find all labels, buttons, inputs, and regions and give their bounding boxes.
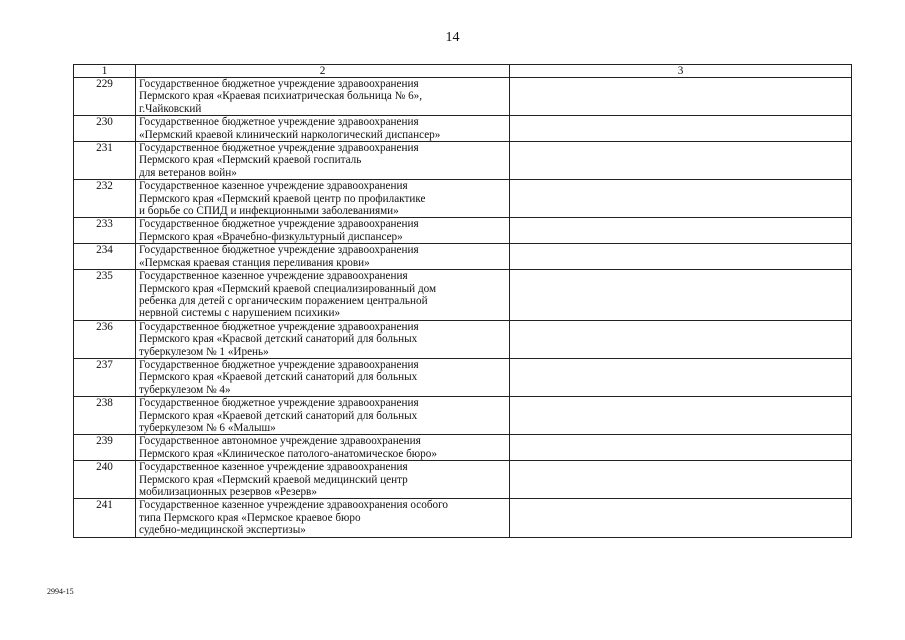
institution-name-line: для ветеранов войн» <box>139 166 237 179</box>
institution-name-line: Государственное автономное учреждение здравоохранения <box>139 435 421 448</box>
institution-name-line: «Пермская краевая станция переливания крови» <box>139 256 370 269</box>
institution-name-line: Государственное бюджетное учреждение здравоохранения <box>139 397 419 410</box>
institution-name-line: Пермского края «Пермский краевой центр по профилактике <box>139 192 426 205</box>
institution-name <box>136 218 510 244</box>
table-row <box>74 461 852 499</box>
institution-name <box>136 270 510 321</box>
table-row <box>74 435 852 461</box>
column-header-2: 2 <box>136 65 510 78</box>
table-row <box>74 358 852 396</box>
table-row <box>74 244 852 270</box>
page-number: 14 <box>445 30 460 45</box>
row-number: 235 <box>74 270 136 321</box>
institution-name-line: Пермского края «Красвой детский санаторий для больных <box>139 333 418 346</box>
column-3-cell <box>510 461 852 499</box>
row-number: 241 <box>74 499 136 537</box>
column-header-1: 1 <box>74 65 136 78</box>
institution-name-line: Государственное бюджетное учреждение здравоохранения <box>139 218 419 231</box>
column-3-cell <box>510 499 852 537</box>
institution-name <box>136 142 510 180</box>
table-row <box>74 78 852 116</box>
table-row <box>74 397 852 435</box>
institution-name-line: и борьбе со СПИД и инфекционными заболеваниями» <box>139 205 399 218</box>
institution-name-line: Пермского края «Врачебно-физкультурный диспансер» <box>139 230 403 243</box>
institution-name-line: туберкулезом № 1 «Ирень» <box>139 345 269 358</box>
row-number: 233 <box>74 218 136 244</box>
column-header-3: 3 <box>510 65 852 78</box>
institution-name-line: Государственное бюджетное учреждение здравоохранения <box>139 78 419 90</box>
institution-name-line: Пермского края «Клиническое патолого-анатомическое бюро» <box>139 447 437 460</box>
document-code: 2994-15 <box>47 587 74 596</box>
row-number: 234 <box>74 244 136 270</box>
institution-name-line: Государственное бюджетное учреждение здравоохранения <box>139 320 419 333</box>
row-number: 230 <box>74 116 136 142</box>
row-number: 239 <box>74 435 136 461</box>
column-3-cell <box>510 142 852 180</box>
row-number: 231 <box>74 142 136 180</box>
column-3-cell <box>510 397 852 435</box>
institution-name-line: Государственное казенное учреждение здравоохранения <box>139 180 408 193</box>
institution-name-line: ребенка для детей с органическим поражением центральной <box>139 294 428 307</box>
institution-name <box>136 461 510 499</box>
institution-name <box>136 78 510 116</box>
institution-name-line: Государственное бюджетное учреждение здравоохранения <box>139 116 419 129</box>
column-3-cell <box>510 320 852 358</box>
institution-name <box>136 435 510 461</box>
institution-name-line: мобилизационных резервов «Резерв» <box>139 486 317 498</box>
row-number: 240 <box>74 461 136 499</box>
table-row <box>74 180 852 218</box>
column-3-cell <box>510 116 852 142</box>
column-3-cell <box>510 270 852 321</box>
table-row <box>74 116 852 142</box>
row-number: 236 <box>74 320 136 358</box>
row-number: 238 <box>74 397 136 435</box>
column-3-cell <box>510 435 852 461</box>
column-3-cell <box>510 358 852 396</box>
column-3-cell <box>510 244 852 270</box>
table-row <box>74 499 852 537</box>
institution-name-line: г.Чайковский <box>139 102 202 115</box>
institution-name-line: Пермского края «Пермский краевой медицинский центр <box>139 473 408 486</box>
column-3-cell <box>510 218 852 244</box>
column-3-cell <box>510 180 852 218</box>
table-row <box>74 270 852 321</box>
institution-name <box>136 116 510 142</box>
table-row <box>74 142 852 180</box>
institution-name <box>136 320 510 358</box>
row-number: 232 <box>74 180 136 218</box>
institution-name-line: Пермского края «Краевая психиатрическая больница № 6», <box>139 90 423 103</box>
institutions-table <box>73 64 852 538</box>
institution-name-line: туберкулезом № 6 «Малыш» <box>139 421 276 434</box>
institution-name-line: типа Пермского края «Пермское краевое бюро <box>139 511 361 524</box>
institution-name <box>136 244 510 270</box>
institution-name <box>136 499 510 537</box>
table-header-row <box>74 65 852 78</box>
institution-name <box>136 397 510 435</box>
institution-name-line: Пермского края «Краевой детский санаторий для больных <box>139 409 418 422</box>
institution-name-line: Пермского края «Пермский краевой специализированный дом <box>139 282 437 295</box>
column-3-cell <box>510 78 852 116</box>
institution-name-line: Пермского края «Пермский краевой госпиталь <box>139 154 362 167</box>
row-number: 237 <box>74 358 136 396</box>
institution-name-line: Государственное казенное учреждение здравоохранения <box>139 270 408 283</box>
table-row <box>74 218 852 244</box>
institution-name-line: Государственное казенное учреждение здравоохранения особого <box>139 499 449 512</box>
institution-name <box>136 358 510 396</box>
institution-name-line: Государственное бюджетное учреждение здравоохранения <box>139 358 419 371</box>
table-row <box>74 320 852 358</box>
institution-name-line: Государственное казенное учреждение здравоохранения <box>139 461 408 474</box>
institution-name-line: судебно-медицинской экспертизы» <box>139 524 306 537</box>
institution-name <box>136 180 510 218</box>
institution-name-line: нервной системы с нарушением психики» <box>139 307 341 320</box>
institution-name-line: Пермского края «Краевой детский санаторий для больных <box>139 371 418 384</box>
institution-name-line: «Пермский краевой клинический наркологический диспансер» <box>139 128 441 141</box>
institution-name-line: Государственное бюджетное учреждение здравоохранения <box>139 142 419 155</box>
table-body <box>74 78 852 538</box>
institution-name-line: Государственное бюджетное учреждение здравоохранения <box>139 244 419 257</box>
row-number: 229 <box>74 78 136 116</box>
institution-name-line: туберкулезом № 4» <box>139 383 231 396</box>
